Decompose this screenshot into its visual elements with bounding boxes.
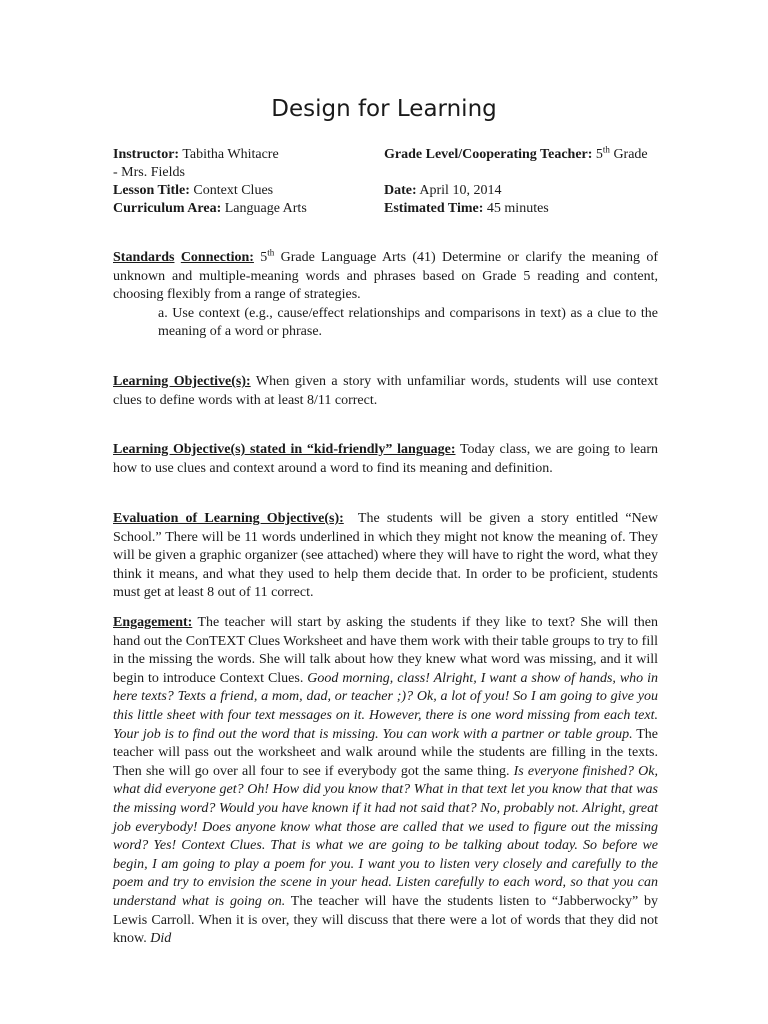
date <box>384 182 501 200</box>
header-row-2 <box>113 164 658 182</box>
grade-level <box>384 146 648 164</box>
lesson-title <box>113 182 273 200</box>
estimated-time <box>384 200 549 218</box>
evaluation-text: The students will be given a story entitled “New School.” There will be 11 words underlined in which they might not know the meaning of. They will be given a graphic organizer (see attached) where they will have to right the word, what they think it means, and what they used to help them decide that. In order to be proficient, students must get at least 8 out of 11 correct. <box>113 511 658 601</box>
standards-paragraph <box>113 249 658 305</box>
lesson-header <box>113 146 658 218</box>
area-label: Curriculum Area: <box>113 201 222 216</box>
standards-text: Grade Language Arts (41) Determine or clarify the meaning of unknown and multiple-meaning words and phrases based on Grade 5 reading and content, choosing flexibly from a range of strategies. <box>113 250 659 303</box>
area-value: Language Arts <box>224 201 307 216</box>
objective-paragraph <box>113 373 658 410</box>
lesson-label: Lesson Title: <box>113 183 190 198</box>
engagement-dialogue-3: Did <box>150 931 172 947</box>
instructor-continued: - Mrs. Fields <box>113 165 185 180</box>
grade-label: Grade Level/Cooperating Teacher: <box>384 147 593 162</box>
standards-label: Standards <box>113 250 175 265</box>
kid-friendly-label: Learning Objective(s) stated in “kid-friendly” language: <box>113 442 456 457</box>
instructor-label: Instructor: <box>113 147 180 162</box>
header-row-1 <box>113 146 658 164</box>
lesson-value: Context Clues <box>193 183 274 198</box>
standards-num: 5 <box>260 250 268 265</box>
curriculum-area <box>113 200 307 218</box>
kid-friendly-text: Today class, we are going to learn how to use clues and context around a word to find its meaning and definition. <box>113 442 658 476</box>
grade-text: Grade <box>613 147 648 162</box>
engagement-text-3: The teacher will have the students listen to “Jabberwocky” by Lewis Carroll. When it is over, they will discuss that there were a lot of words that they did not know. <box>113 893 658 947</box>
standards-sup: th <box>267 247 275 258</box>
connection-label: Connection: <box>180 250 254 265</box>
standards-subpoint: a. Use context (e.g., cause/effect relationships and comparisons in text) as a clue to the meaning of a word or phrase. <box>158 305 658 340</box>
engagement-paragraph <box>113 614 658 949</box>
instructor-value: Tabitha Whitacre <box>182 147 279 162</box>
evaluation-label: Evaluation of Learning Objective(s): <box>113 511 344 526</box>
date-value: April 10, 2014 <box>419 183 502 198</box>
engagement-text-1: The teacher will start by asking the students if they like to text? She will then hand out the ConTEXT Clues Worksheet and have them work with their table groups to try to fill in the missing the words. She will talk about how they knew what word was missing, and it will begin to introduce Context Clues. <box>113 615 658 686</box>
time-value: 45 minutes <box>486 201 549 216</box>
engagement-section <box>113 614 658 949</box>
engagement-dialogue-2: Is everyone finished? Ok, what did everyone get? Oh! How did you know that? What in that text let you know that that was the missing word? Would you have known if it had not said that? No, probably not. Alright, great job everybody! Does anyone know what those are called that we used to figure out the missing word? Yes! Context Clues. That is what we are going to be talking about today. So before we begin, I am going to play a poem for you. I want you to listen very closely and carefully to the poem and try to envision the scene in your head. Listen carefully to each word, so that you can understand what is going on. <box>113 763 658 909</box>
engagement-label: Engagement: <box>113 615 193 630</box>
document-title: Design for Learning <box>271 96 497 122</box>
header-row-4 <box>113 200 658 218</box>
grade-num: 5 <box>595 147 603 162</box>
evaluation-section <box>113 510 658 603</box>
instructor <box>113 146 279 164</box>
objective-label: Learning Objective(s): <box>113 374 251 389</box>
time-label: Estimated Time: <box>384 201 484 216</box>
evaluation-paragraph <box>113 510 658 603</box>
objective-text: When given a story with unfamiliar words, students will use context clues to define words with at least 8/11 correct. <box>113 374 658 408</box>
kid-friendly-section <box>113 441 658 478</box>
kid-friendly-paragraph <box>113 441 658 478</box>
header-row-3 <box>113 182 658 200</box>
engagement-dialogue-1: Good morning, class! Alright, I want a show of hands, who in here texts? Texts a friend, a mom, dad, or teacher ;)? Ok, a lot of you! So I am going to give you this little sheet with four text messages on it. However, there is one word missing from each text. Your job is to find out the word that is missing. You can work with a partner or table group. <box>113 670 658 742</box>
grade-sup: th <box>602 144 610 155</box>
objective-section <box>113 373 658 410</box>
engagement-text-2: The teacher will pass out the worksheet and walk around while the students are filling in the texts. Then she will go over all four to see if everybody got the same thing. <box>113 726 659 779</box>
date-label: Date: <box>384 183 417 198</box>
standards-section <box>113 249 658 342</box>
